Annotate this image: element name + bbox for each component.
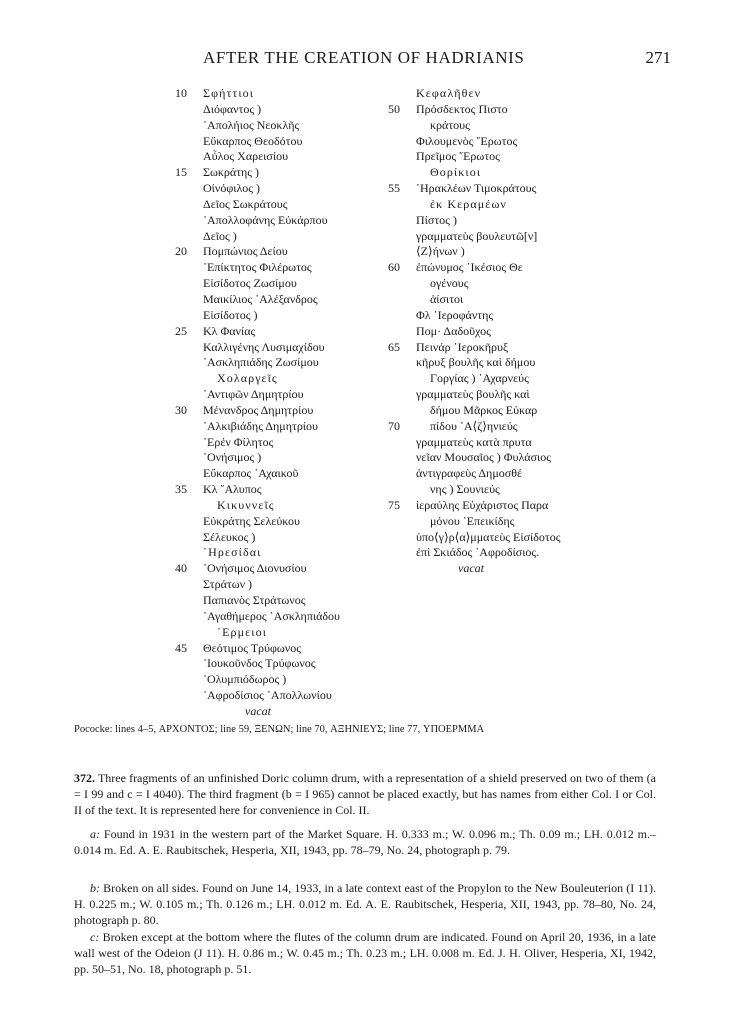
line-text: κῆρυξ βουλῆς καὶ δήμου (416, 355, 536, 370)
line-text: Θορίκιοι (430, 165, 482, 180)
line-text: ἐπώνυμος ᾿Ικέσιος Θε (416, 260, 523, 275)
line-text: Εὐκράτης Σελεύκου (203, 513, 300, 528)
inscription-line (388, 419, 603, 435)
inscription-line (388, 229, 603, 245)
fragment-b-label: b: (90, 881, 100, 895)
line-text: Οἰνόφιλος ) (203, 181, 261, 196)
line-text: vacat (458, 561, 484, 576)
line-text: ἐκ Κεραμέων (430, 196, 507, 211)
fragment-a (74, 826, 656, 858)
inscription-line (388, 197, 603, 213)
line-number: 15 (175, 165, 187, 180)
inscription-line (175, 387, 385, 403)
line-text: Φλ ῾Ιεροφάντης (416, 307, 494, 322)
line-text: πίδου ᾿Α⟨ζ⟩ηνιεύς (430, 418, 518, 433)
fragment-b-text: Broken on all sides. Found on June 14, 1933, in a late context east of the Propylon to the New Bouleuterion (I 11). H. 0.225 m.; W. 0.105 m.; Th. 0.126 m.; LH. 0.012 m. Ed. A. E. Raubitschek, Hesperia, XII, 1943, pp. 78–80, No. 24, photograph p. 80. (74, 881, 656, 927)
pococke-note: Pococke: lines 4–5, ΑΡΧΟΝΤΟΣ; line 59, ΞΕΝΩΝ; line 70, ΑΞΗΝΙΕΥΣ; line 77, ΥΠΟΕΡΜΜΑ (74, 724, 485, 735)
line-text: ⟨Ζ⟩ήνων ) (416, 244, 465, 259)
line-text: Εὔκαρπος ᾿Αχαικοῦ (203, 466, 299, 481)
inscription-line (388, 308, 603, 324)
inscription-line (388, 244, 603, 260)
inscription-column-left (175, 86, 385, 720)
inscription-line (175, 292, 385, 308)
inscription-line (388, 498, 603, 514)
line-text: Εὔκαρπος Θεοδότου (203, 133, 303, 148)
inscription-line (175, 149, 385, 165)
inscription-line (175, 656, 385, 672)
line-text: Θεότιμος Τρύφωνος (203, 640, 301, 655)
line-text: vacat (245, 703, 271, 718)
entry-number: 372. (74, 771, 95, 785)
page-number: 271 (645, 48, 671, 67)
inscription-line (175, 340, 385, 356)
fragment-a-text: Found in 1931 in the western part of the Market Square. H. 0.333 m.; W. 0.096 m.; Th. 0.09 m.; LH. 0.012 m.–0.014 m. Ed. A. E. Raubitschek, Hesperia, XII, 1943, pp. 78–79, No. 24, photograph p. 79. (74, 827, 657, 857)
inscription-line (175, 545, 385, 561)
inscription-line (388, 355, 603, 371)
line-text: γραμματεὺς βουλῆς καὶ (416, 387, 530, 402)
inscription-line (388, 530, 603, 546)
inscription-line (388, 387, 603, 403)
inscription-line (175, 213, 385, 229)
inscription-line (388, 561, 603, 577)
line-text: Εἰσίδοτος ) (203, 307, 258, 322)
line-text: Πρόσδεκτος Πιστο (416, 101, 508, 116)
line-text: Πεινάρ ῾Ιεροκῆρυξ (416, 339, 509, 354)
inscription-line (388, 324, 603, 340)
inscription-line (175, 530, 385, 546)
line-number: 60 (388, 260, 400, 275)
inscription-line (175, 672, 385, 688)
line-text: Σωκράτης ) (203, 165, 260, 180)
inscription-line (388, 403, 603, 419)
inscription-line (388, 292, 603, 308)
inscription-line (175, 435, 385, 451)
fragment-b (74, 880, 656, 928)
line-number: 55 (388, 181, 400, 196)
line-text: Χολαργεῖς (217, 371, 278, 386)
inscription-line (388, 435, 603, 451)
inscription-line (388, 181, 603, 197)
line-text: Πρεῖμος ῎Ερωτος (416, 149, 500, 164)
inscription-line (388, 514, 603, 530)
inscription-line (175, 498, 385, 514)
line-number: 45 (175, 640, 187, 655)
inscription-line (175, 371, 385, 387)
inscription-line (388, 482, 603, 498)
line-number: 75 (388, 497, 400, 512)
inscription-line (175, 181, 385, 197)
inscription-line (388, 466, 603, 482)
line-text: Φιλουμενὸς ῎Ερωτος (416, 133, 518, 148)
line-text: ογένους (430, 276, 469, 291)
inscription-line (388, 86, 603, 102)
fragment-c-text: Broken except at the bottom where the flutes of the column drum are indicated. Found on April 20, 1936, in a late wall west of the Odeion (J 11). H. 0.86 m.; W. 0.45 m.; Th. 0.23 m.; LH. 0.008 m. Ed. J. H. Oliver, Hesperia, XI, 1942, pp. 50–51, No. 18, photograph p. 51. (74, 930, 656, 976)
inscription-line (175, 688, 385, 704)
inscription-line (175, 197, 385, 213)
inscription-line (388, 213, 603, 229)
line-text: Δεῖος ) (203, 228, 237, 243)
inscription-line (175, 308, 385, 324)
inscription-line (175, 419, 385, 435)
inscription-line (175, 86, 385, 102)
line-text: μόνου ᾿Επεικίδης (430, 513, 515, 528)
line-number: 10 (175, 86, 187, 100)
inscription-line (388, 102, 603, 118)
line-text: Κικυννεῖς (217, 497, 275, 512)
line-text: νης ) Σουνιεύς (430, 482, 500, 497)
inscription-line (388, 118, 603, 134)
line-text: ἐπὶ Σκιάδος ᾿Αφροδίσιος. (416, 545, 540, 560)
inscription-line (388, 371, 603, 387)
inscription-line (175, 514, 385, 530)
line-number: 40 (175, 561, 187, 576)
inscription-line (175, 641, 385, 657)
inscription-line (175, 102, 385, 118)
line-text: Διόφαντος ) (203, 101, 262, 116)
line-text: Κλ Φανίας (203, 323, 256, 338)
inscription-column-right (388, 86, 603, 577)
inscription-line (175, 593, 385, 609)
line-text: ᾿Ιουκοῦνδος Τρύφωνος (203, 656, 316, 671)
inscription-line (388, 165, 603, 181)
line-text: ᾿Αλκιβιάδης Δημητρίου (203, 418, 318, 433)
inscription-line (388, 276, 603, 292)
line-text: ἱεραύλης Εὐχάριστος Παρα (416, 497, 549, 512)
line-text: Πίστος ) (416, 212, 457, 227)
line-number: 30 (175, 402, 187, 417)
fragment-c (74, 929, 656, 977)
line-text: Σέλευκος ) (203, 529, 256, 544)
inscription-line (175, 244, 385, 260)
inscription-line (388, 545, 603, 561)
line-text: δήμου Μᾶρκος Εὐκαρ (430, 402, 538, 417)
inscription-line (175, 561, 385, 577)
line-text: ᾿Επίκτητος Φιλέρωτος (203, 260, 312, 275)
inscription-line (388, 340, 603, 356)
line-text: ᾿Ονήσιμος ) (203, 450, 262, 465)
line-text: Πομ· Δαδοῦχος (416, 323, 491, 338)
line-text: ᾿Ονήσιμος Διονυσίου (203, 561, 307, 576)
line-text: ᾿Απολήιος Νεοκλῆς (203, 117, 300, 132)
entry-intro (74, 770, 656, 818)
line-text: Αὖλος Χαρεισίου (203, 149, 289, 164)
line-text: Παπιανὸς Στράτωνος (203, 593, 306, 607)
line-text: Μένανδρος Δημητρίου (203, 402, 314, 417)
line-text: ᾿Απολλοφάνης Εὐκάρπου (203, 212, 328, 227)
line-text: ᾿Ασκληπιάδης Ζωσίμου (203, 355, 319, 370)
line-text: ᾿Αφροδίσιος ᾿Απολλωνίου (203, 688, 332, 703)
line-text: Εἰσίδοτος Ζωσίμου (203, 276, 297, 291)
line-text: Στράτων ) (203, 577, 253, 592)
fragment-a-label: a: (90, 827, 100, 841)
inscription-line (175, 134, 385, 150)
running-title: AFTER THE CREATION OF HADRIANIS (203, 48, 525, 67)
inscription-line (175, 577, 385, 593)
line-text: γραμματεὺς κατὰ πρυτα (416, 434, 532, 449)
line-text: ἀντιγραφεὺς Δημοσθέ (416, 466, 523, 481)
line-text: Σφήττιοι (203, 86, 255, 100)
line-text: Καλλιγένης Λυσιμαχίδου (203, 339, 325, 354)
inscription-line (388, 134, 603, 150)
entry-intro-text: Three fragments of an unfinished Doric column drum, with a representation of a shield preserved on two of them (a = I 99 and c = I 4040). The third fragment (b = I 965) cannot be placed exactly, but has names from either Col. I or Col. II of the text. It is represented here for convenience in Col. II. (74, 771, 656, 817)
inscription-line (175, 324, 385, 340)
line-text: ῾Ερμειοι (217, 624, 268, 639)
line-text: νεῖαν Μουσαῖος ) Φυλάσιος (416, 450, 552, 465)
line-text: ὑπο⟨γ⟩ρ⟨α⟩μματεὺς Εἰσίδοτος (416, 529, 561, 544)
inscription-line (175, 229, 385, 245)
line-text: ῾Ηρακλέων Τιμοκράτους (416, 181, 537, 196)
line-number: 20 (175, 244, 187, 259)
line-text: ᾿Ερέν Φίλητος (203, 434, 274, 449)
line-text: ᾿Αγαθήμερος ᾿Ασκληπιάδου (203, 608, 340, 623)
line-number: 65 (388, 339, 400, 354)
line-number: 25 (175, 323, 187, 338)
line-text: Κεφαλῆθεν (416, 86, 482, 100)
line-text: Μαικίλιος ᾿Αλέξανδρος (203, 291, 318, 306)
inscription-line (175, 260, 385, 276)
line-text: ᾿Αντιφῶν Δημητρίου (203, 387, 304, 402)
line-text: Γοργίας ) ᾿Αχαρνεύς (430, 371, 529, 386)
fragment-c-label: c: (90, 930, 100, 944)
inscription-line (175, 118, 385, 134)
inscription-line (175, 450, 385, 466)
line-text: ῾Ηρεσίδαι (203, 545, 262, 560)
inscription-line (175, 276, 385, 292)
line-number: 50 (388, 101, 400, 116)
line-text: Δεῖος Σωκράτους (203, 196, 288, 211)
line-text: γραμματεὺς βουλευτῶ[ν] (416, 228, 538, 243)
inscription-line (388, 450, 603, 466)
inscription-line (175, 625, 385, 641)
inscription-line (175, 403, 385, 419)
inscription-line (175, 704, 385, 720)
page-header (0, 48, 729, 72)
line-text: Πομπώνιος Δείου (203, 244, 288, 259)
inscription-line (388, 260, 603, 276)
inscription-line (175, 165, 385, 181)
line-text: κράτους (430, 117, 470, 132)
line-text: Κλ ῎Αλυπος (203, 482, 262, 497)
inscription-line (175, 466, 385, 482)
line-text: ἀίσιτοι (430, 291, 464, 306)
line-number: 70 (388, 418, 400, 433)
inscription-line (175, 482, 385, 498)
inscription-line (175, 609, 385, 625)
inscription-line (175, 355, 385, 371)
inscription-line (388, 149, 603, 165)
line-number: 35 (175, 482, 187, 497)
line-text: ᾿Ολυμπιόδωρος ) (203, 672, 287, 687)
